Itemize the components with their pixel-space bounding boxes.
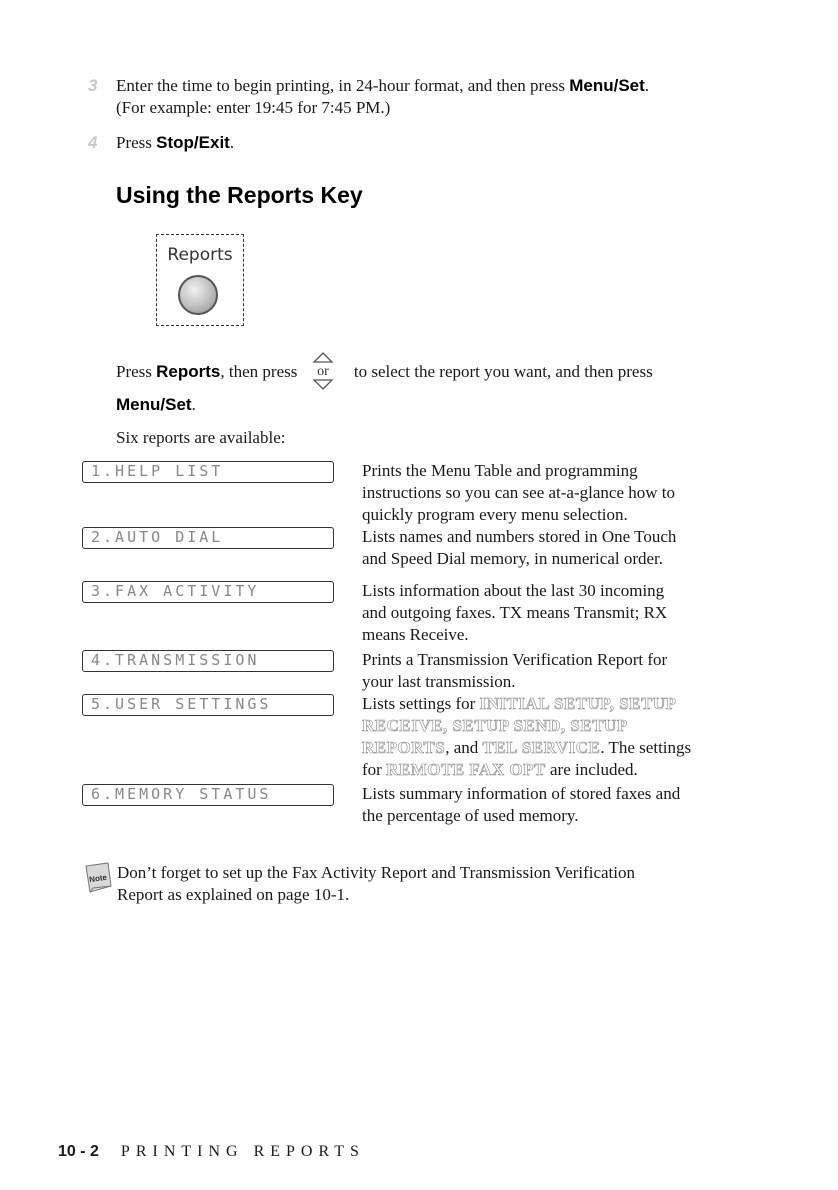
step-number: 4: [88, 133, 98, 152]
report-description: Prints the Menu Table and programming instructions so you can see at-a-glance how to quickly program every menu selection.: [362, 461, 675, 524]
step-text: Enter the time to begin printing, in 24-hour format, and then press: [116, 76, 570, 95]
report-description: Lists information about the last 30 incoming and outgoing faxes. TX means Transmit; RX means Receive.: [362, 581, 668, 644]
lcd-fax-activity: 3.FAX ACTIVITY: [82, 581, 334, 603]
page-footer: [58, 1143, 365, 1161]
stop-exit-key: Stop/Exit: [156, 133, 230, 152]
note-text: Don’t forget to set up the Fax Activity Report and Transmission Verification Report as explained on page 10-1.: [117, 863, 635, 904]
chapter-title: PRINTING REPORTS: [120, 1143, 365, 1160]
report-description: Prints a Transmission Verification Report for your last transmission.: [362, 650, 668, 691]
report-description: Lists names and numbers stored in One Touch and Speed Dial memory, in numerical order.: [362, 527, 677, 568]
report-description: Lists summary information of stored faxes and the percentage of used memory.: [362, 784, 681, 825]
reports-button-icon: [178, 275, 218, 315]
lcd-auto-dial: 2.AUTO DIAL: [82, 527, 334, 549]
svg-text:Note: Note: [88, 872, 108, 885]
reports-intro: Six reports are available:: [116, 428, 286, 447]
section-heading: Using the Reports Key: [116, 182, 363, 208]
navigation-arrows-icon: [306, 348, 340, 394]
step-number: 3: [88, 76, 98, 95]
lcd-memory-status: 6.MEMORY STATUS: [82, 784, 334, 806]
note-icon: [80, 860, 116, 896]
lcd-help-list: 1.HELP LIST: [82, 461, 334, 483]
step-4: 4 Press Stop/Exit.: [88, 133, 235, 152]
reports-key-text: Reports: [156, 362, 221, 381]
report-description: Lists settings for INITIAL SETUP, SETUP RECEIVE, SETUP SEND, SETUP REPORTS, and TEL SERVICE. The settings for REMOTE FAX OPT are included.: [362, 694, 692, 779]
reports-key-illustration: [156, 234, 244, 326]
reports-key-label: Reports: [167, 245, 233, 265]
step-example: (For example: enter 19:45 for 7:45 PM.): [116, 98, 391, 117]
menu-set-key: Menu/Set: [569, 76, 645, 95]
menu-set-key: Menu/Set: [116, 395, 192, 414]
lcd-transmission: 4.TRANSMISSION: [82, 650, 334, 672]
instruction-end: Menu/Set.: [116, 395, 196, 414]
step-3: 3 Enter the time to begin printing, in 24-hour format, and then press Menu/Set. (For example: enter 19:45 for 7:45 PM.): [88, 75, 788, 119]
lcd-user-settings: 5.USER SETTINGS: [82, 694, 334, 716]
or-label: or: [317, 364, 329, 379]
instruction: Press Reports, then press to select the report you want, and then press: [116, 362, 653, 381]
page-number: 10 - 2: [58, 1143, 99, 1160]
